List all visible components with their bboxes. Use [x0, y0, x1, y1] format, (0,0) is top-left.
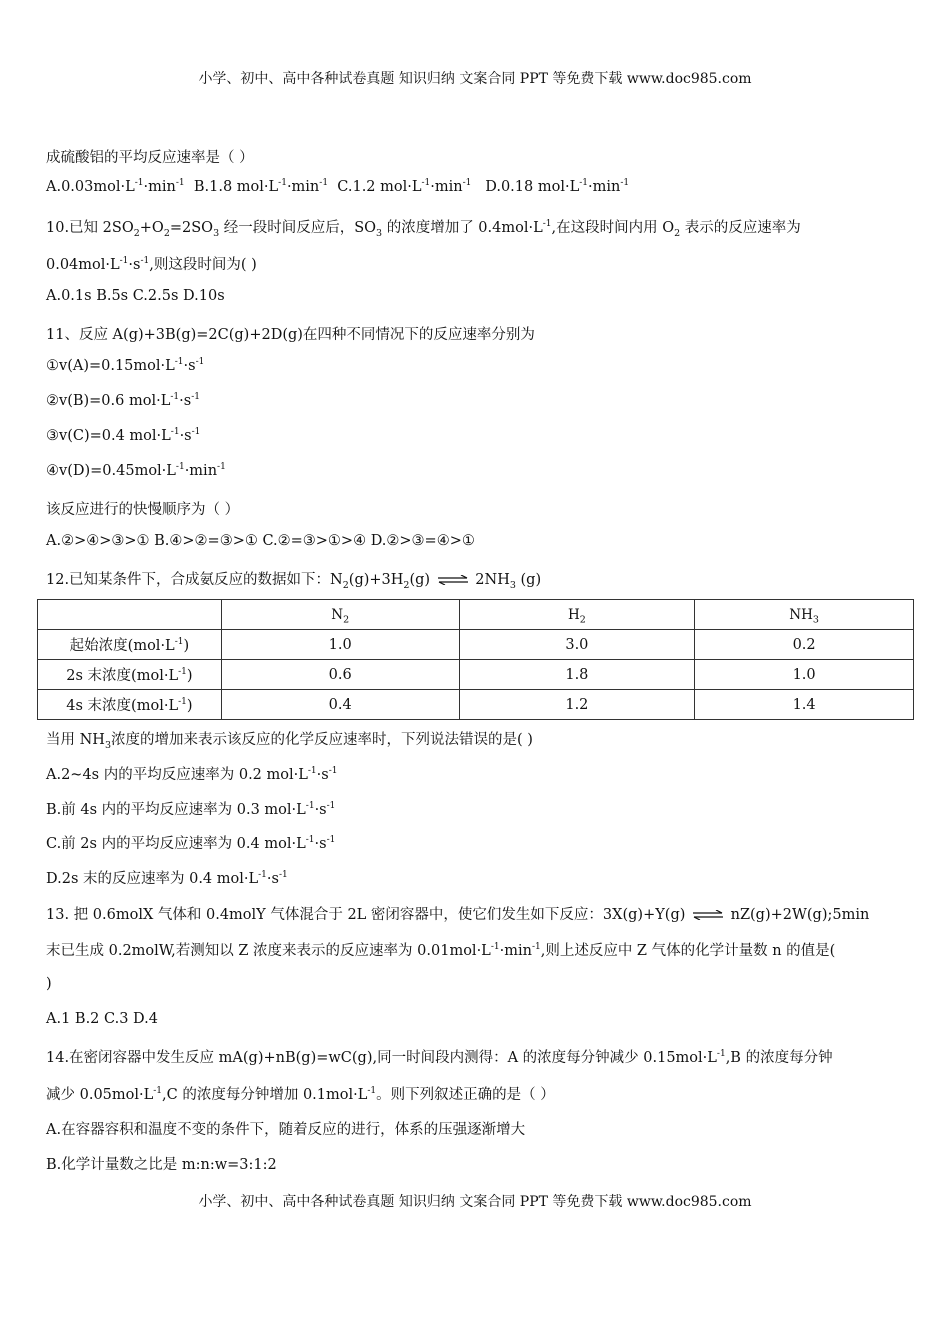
reversible-arrow-icon — [437, 575, 469, 585]
concentration-table — [37, 599, 914, 720]
q11-options: A.②>④>③>① B.④>②=③>① C.②=③>①>④ D.②>③=④>① — [46, 533, 475, 549]
q13-line1: 13. 把 0.6molX 气体和 0.4molY 气体混合于 2L 密闭容器中，使它们发生如下反应：3X(g)+Y(g) nZ(g)+2W(g);5min — [46, 907, 870, 923]
q9-options: $A.0.03mol\cdot L^{-1}\cdot\min^{-1}$ B.1.8 $mol\cdot L^{-1}\cdot\min^{-1}$ C.1.2 $mol\cdot L^{-1}\cdot\min^{-1}$ D.0.18 $mol\cdot L^{-1}\cdot\min^{-1}$ — [46, 178, 630, 195]
table-cell: 0.2 — [695, 630, 914, 660]
row-label: 起始浓度$(mol\cdot L^{-1})$ — [38, 630, 222, 660]
table-cell: 1.0 — [221, 630, 459, 660]
table-cell: 1.0 — [695, 660, 914, 690]
page-footer: 小学、初中、高中各种试卷真题 知识归纳 文案合同 PPT 等免费下载 www.doc985.com — [198, 1194, 752, 1210]
table-row — [38, 630, 914, 660]
q13-options: A.1 B.2 C.3 D.4 — [46, 1011, 158, 1027]
q13-line2: 末已生成 0.2molW,若测知以 Z 浓度来表示的反应速率为 $0.01mol\cdot L^{-1}\cdot\min^{-1}$,则上述反应中 Z 气体的化学计量数 n 的值是( — [46, 942, 836, 959]
table-cell: 0.6 — [221, 660, 459, 690]
q14-line2: 减少 $0.05mol\cdot L^{-1},C$ 的浓度每分钟增加 $0.1mol\cdot L^{-1}$。则下列叙述正确的是（ ） — [46, 1086, 555, 1103]
q12-option-c: C.前 2s 内的平均反应速率为 0.4 $mol\cdot L^{-1}\cdot s^{-1}$ — [46, 835, 336, 852]
q12-option-a: A.2~4s 内的平均反应速率为 0.2 $mol\cdot L^{-1}\cdot s^{-1}$ — [46, 766, 338, 783]
q10-line2: $0.04mol\cdot L^{-1}\cdot s^{-1}$,则这段时间为( ) — [46, 256, 257, 273]
q14-option-b: B.化学计量数之比是 m:n:w=3:1:2 — [46, 1157, 277, 1173]
table-cell: 1.8 — [459, 660, 695, 690]
table-header-cell: $N_2$ — [221, 600, 459, 630]
q14-line1: 14.在密闭容器中发生反应 mA(g)+nB(g)=wC(g),同一时间段内测得：A 的浓度每分钟减少 $0.15mol\cdot L^{-1},B$ 的浓度每分钟 — [46, 1049, 833, 1066]
table-row — [38, 660, 914, 690]
q12-option-d: D.2s 末的反应速率为 0.4 $mol\cdot L^{-1}\cdot s^{-1}$ — [46, 870, 288, 887]
q11-case-1: $①v(A)=0.15mol\cdot L^{-1}\cdot s^{-1}$ — [46, 357, 205, 374]
q12-question: 当用 $NH_3$浓度的增加来表示该反应的化学反应速率时，下列说法错误的是( ) — [46, 732, 533, 751]
q14-option-a: A.在容器容积和温度不变的条件下，随着反应的进行，体系的压强逐渐增大 — [46, 1122, 526, 1138]
row-label: 4s 末浓度$(mol\cdot L^{-1})$ — [38, 690, 222, 720]
q12-option-b: B.前 4s 内的平均反应速率为 0.3 $mol\cdot L^{-1}\cdot s^{-1}$ — [46, 801, 336, 818]
q11-case-2: ②v(B)=0.6 $mol\cdot L^{-1}\cdot s^{-1}$ — [46, 392, 200, 409]
table-header-cell: $NH_3$ — [695, 600, 914, 630]
q11-stem: 11、反应 A(g)+3B(g)=2C(g)+2D(g)在四种不同情况下的反应速率分别为 — [46, 327, 535, 343]
q10-options: A.0.1s B.5s C.2.5s D.10s — [46, 288, 225, 304]
q12-stem: 12.已知某条件下，合成氨反应的数据如下：$N_2(g)+3H_2(g)$ $2NH_3$ (g) — [46, 572, 542, 591]
table-header-cell — [38, 600, 222, 630]
q11-case-4: $④v(D)=0.45mol\cdot L^{-1}\cdot\min^{-1}$ — [46, 462, 226, 479]
q13-line3: ) — [46, 976, 52, 992]
table-cell: 1.2 — [459, 690, 695, 720]
table-cell: 0.4 — [221, 690, 459, 720]
page-header: 小学、初中、高中各种试卷真题 知识归纳 文案合同 PPT 等免费下载 www.doc985.com — [198, 71, 752, 87]
table-header-cell: $H_2$ — [459, 600, 695, 630]
table-cell: 1.4 — [695, 690, 914, 720]
table-row — [38, 690, 914, 720]
table-cell: 3.0 — [459, 630, 695, 660]
q10-line1: 10.已知 $2SO_2+O_2=2SO_3$ 经一段时间反应后，$SO_3$ 的浓度增加了 $0.4mol\cdot L^{-1}$,在这段时间内用 $O_2$ 表示的反应速率为 — [46, 219, 801, 239]
q11-case-3: ③v(C)=0.4 $mol\cdot L^{-1}\cdot s^{-1}$ — [46, 427, 201, 444]
q9-tail: 成硫酸铝的平均反应速率是（ ） — [46, 150, 254, 166]
reversible-arrow-icon — [692, 910, 724, 920]
row-label: 2s 末浓度$(mol\cdot L^{-1})$ — [38, 660, 222, 690]
table-header-row — [38, 600, 914, 630]
q11-question: 该反应进行的快慢顺序为（ ） — [46, 502, 240, 518]
